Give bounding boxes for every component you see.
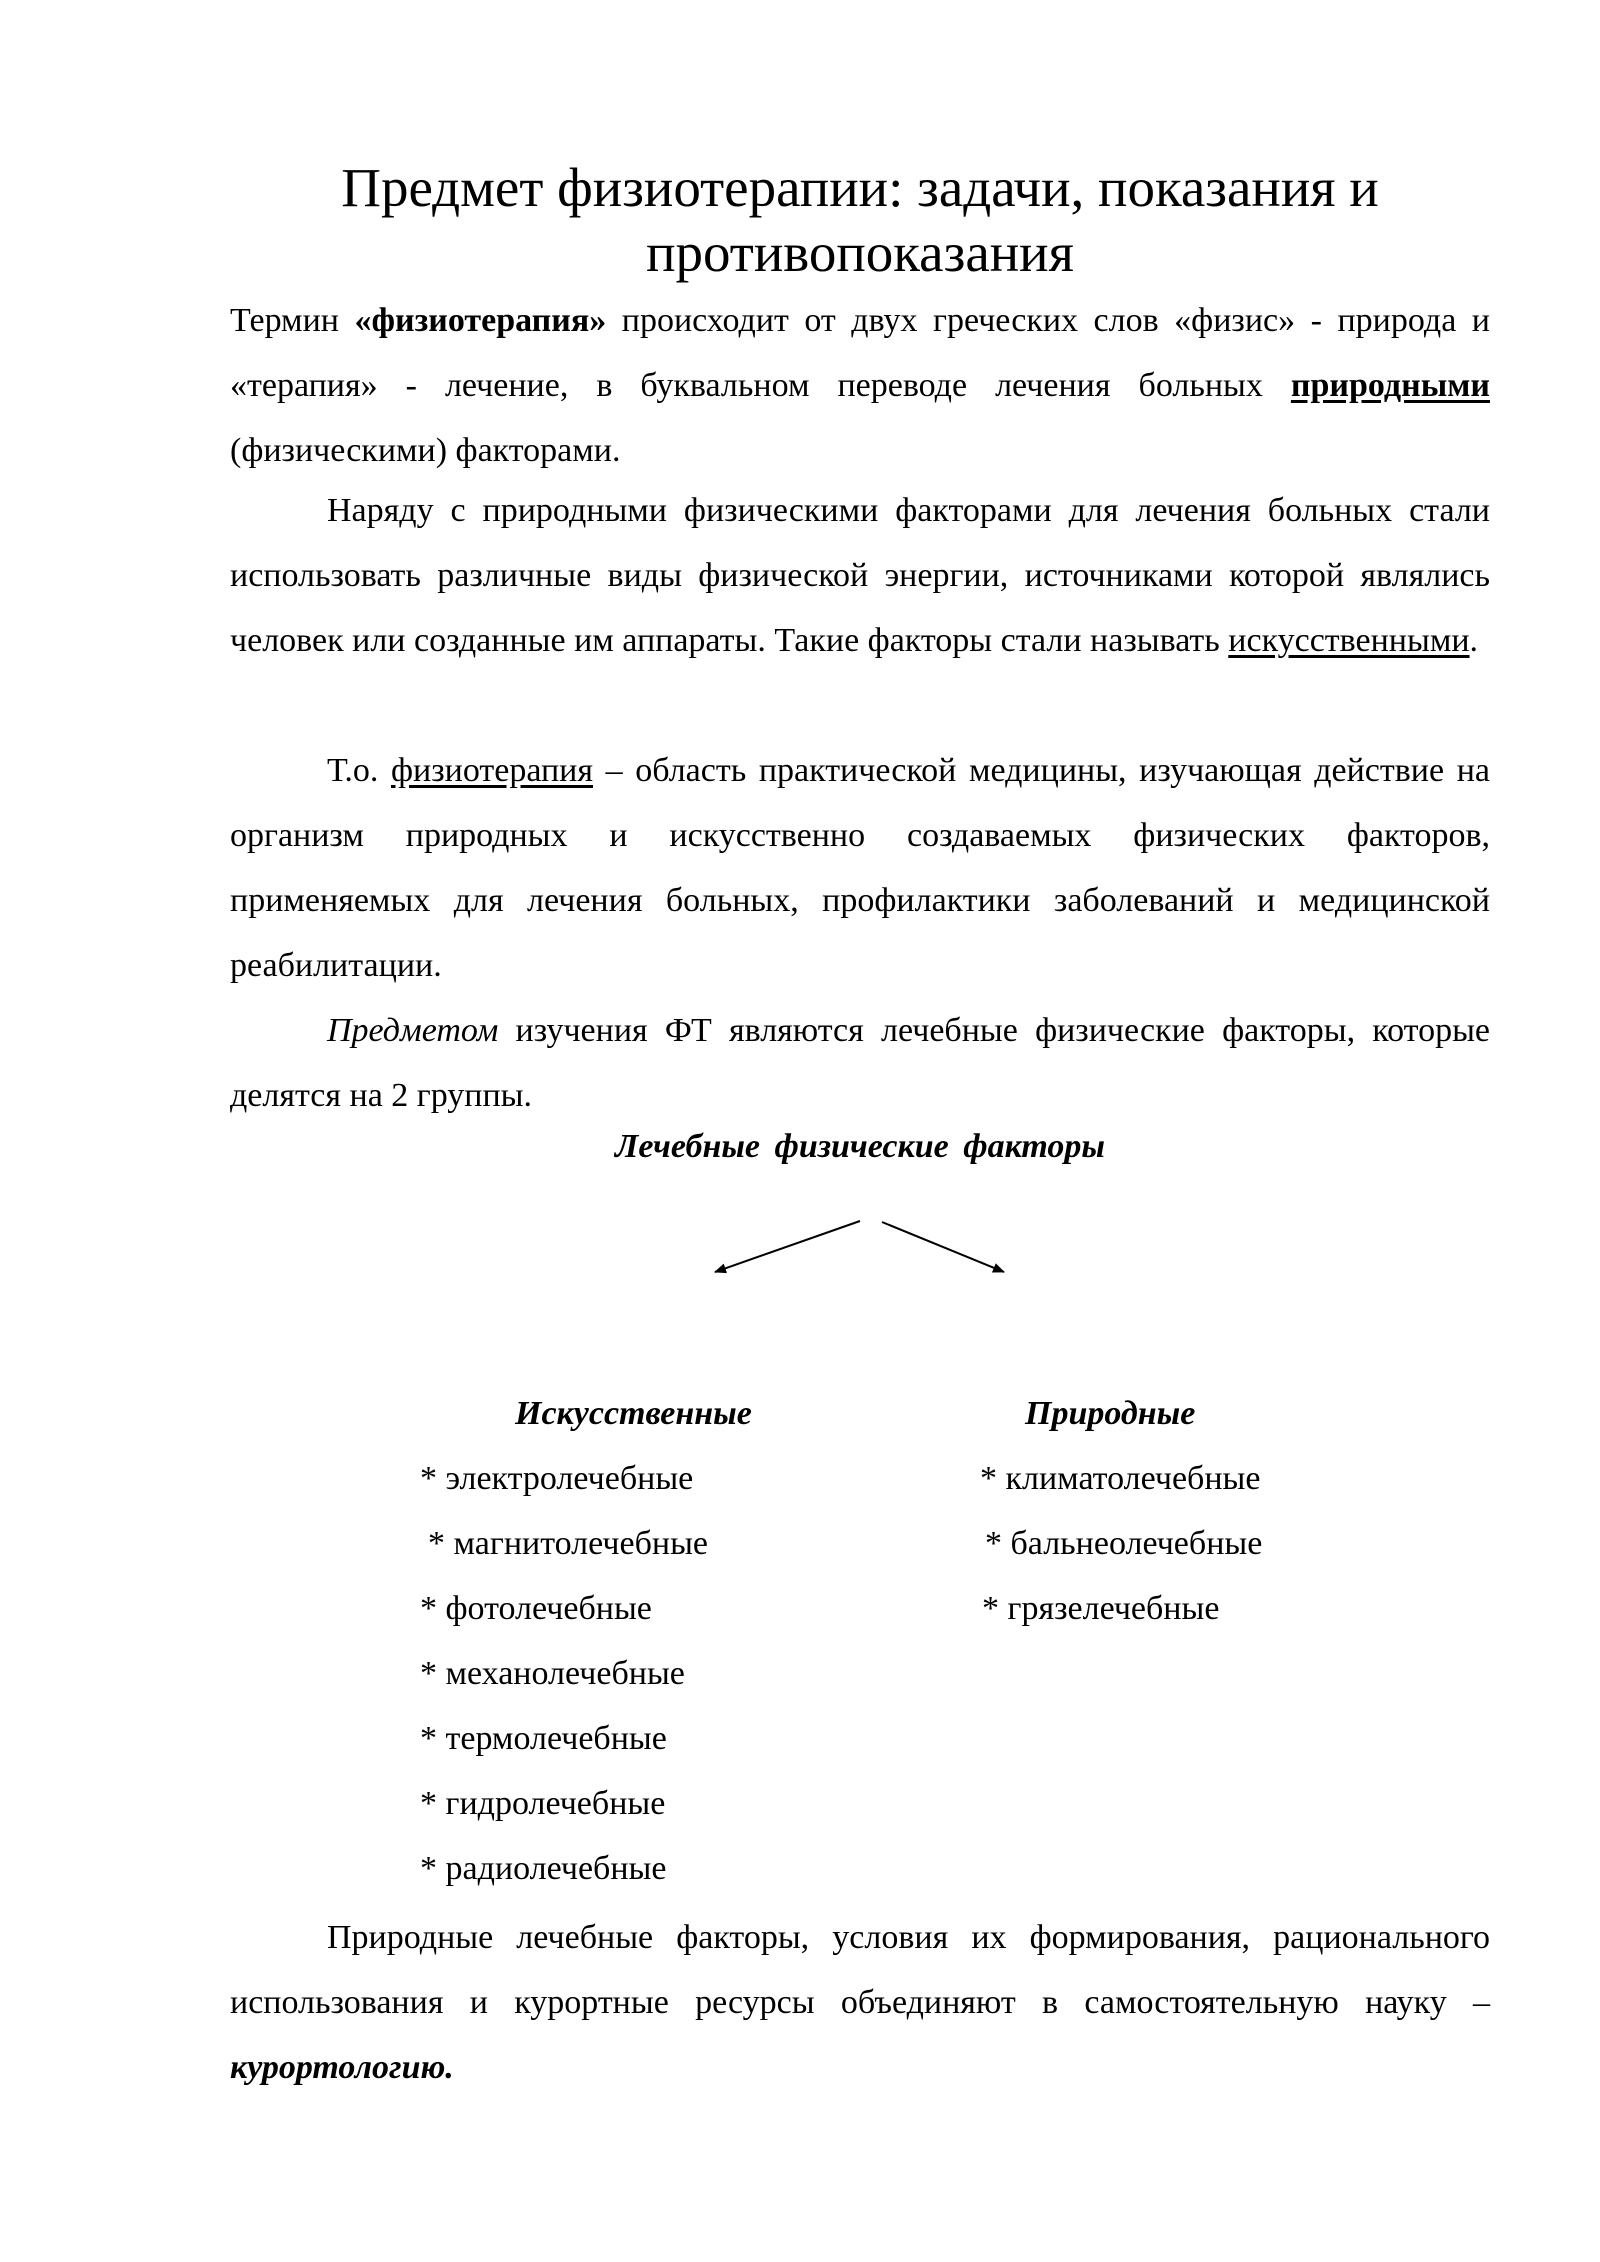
term-natural: природными <box>1290 367 1490 404</box>
heading-artificial: Искусственные <box>515 1395 752 1432</box>
branch-arrows <box>700 1205 1020 1295</box>
paragraph-artificial-factors <box>230 478 1490 673</box>
artificial-item-mechano: * механолечебные <box>420 1655 685 1692</box>
paragraph-definition <box>230 738 1490 998</box>
p1-mid: происходит от двух греческих слов «физис» - природа и «терапия» - лечение, в буквальном переводе лечения больных <box>230 302 1490 404</box>
artificial-item-radio: * радиолечебные <box>420 1850 667 1887</box>
p2-pre: Наряду с природными физическими факторами для лечения больных стали использовать различные виды физической энергии, источниками которой являлись человек или созданные им аппараты. Такие факторы стали называть <box>230 492 1490 659</box>
arrow-right <box>882 1222 1004 1272</box>
term-artificial: искусственными <box>1228 622 1470 659</box>
term-subject: Предметом <box>327 1012 499 1049</box>
term-physiotherapy-definition: физиотерапия <box>390 752 594 789</box>
artificial-item-electro: * электролечебные <box>420 1460 694 1497</box>
term-resortology: курортологию. <box>230 2049 454 2086</box>
arrow-left <box>715 1221 860 1272</box>
artificial-item-thermo: * термолечебные <box>420 1720 667 1757</box>
natural-item-climato: * климатолечебные <box>980 1460 1261 1497</box>
p1-pre: Термин <box>230 302 355 339</box>
p2-post: . <box>1469 622 1479 659</box>
artificial-item-photo: * фотолечебные <box>420 1590 652 1627</box>
artificial-item-hydro: * гидролечебные <box>420 1785 666 1822</box>
term-physiotherapy: «физиотерапия» <box>354 302 607 339</box>
p3-pre: Т.о. <box>327 752 391 789</box>
p1-post: (физическими) факторами. <box>230 432 621 469</box>
natural-item-mud: * грязелечебные <box>982 1590 1220 1627</box>
p4-post: изучения ФТ являются лечебные физические факторы, которые делятся на 2 группы. <box>230 1012 1490 1114</box>
p5-pre: Природные лечебные факторы, условия их формирования, рационального использования и курортные ресурсы объединяют в самостоятельную науку – <box>230 1919 1490 2021</box>
natural-item-balneo: * бальнеолечебные <box>985 1525 1263 1562</box>
paragraph-resortology <box>230 1905 1490 2100</box>
diagram-title: Лечебные физические факторы <box>615 1128 1105 1165</box>
artificial-item-magneto: * магнитолечебные <box>428 1525 709 1562</box>
p3-post: – область практической медицины, изучающая действие на организм природных и искусственно создаваемых физических факторов, применяемых для лечения больных, профилактики заболеваний и медицинской реабилитации. <box>230 752 1490 984</box>
heading-natural: Природные <box>1025 1395 1196 1432</box>
intro-paragraph <box>230 288 1490 483</box>
page-title: Предмет физиотерапии: задачи, показания и противопоказания <box>341 157 1379 283</box>
paragraph-subject <box>230 998 1490 1128</box>
